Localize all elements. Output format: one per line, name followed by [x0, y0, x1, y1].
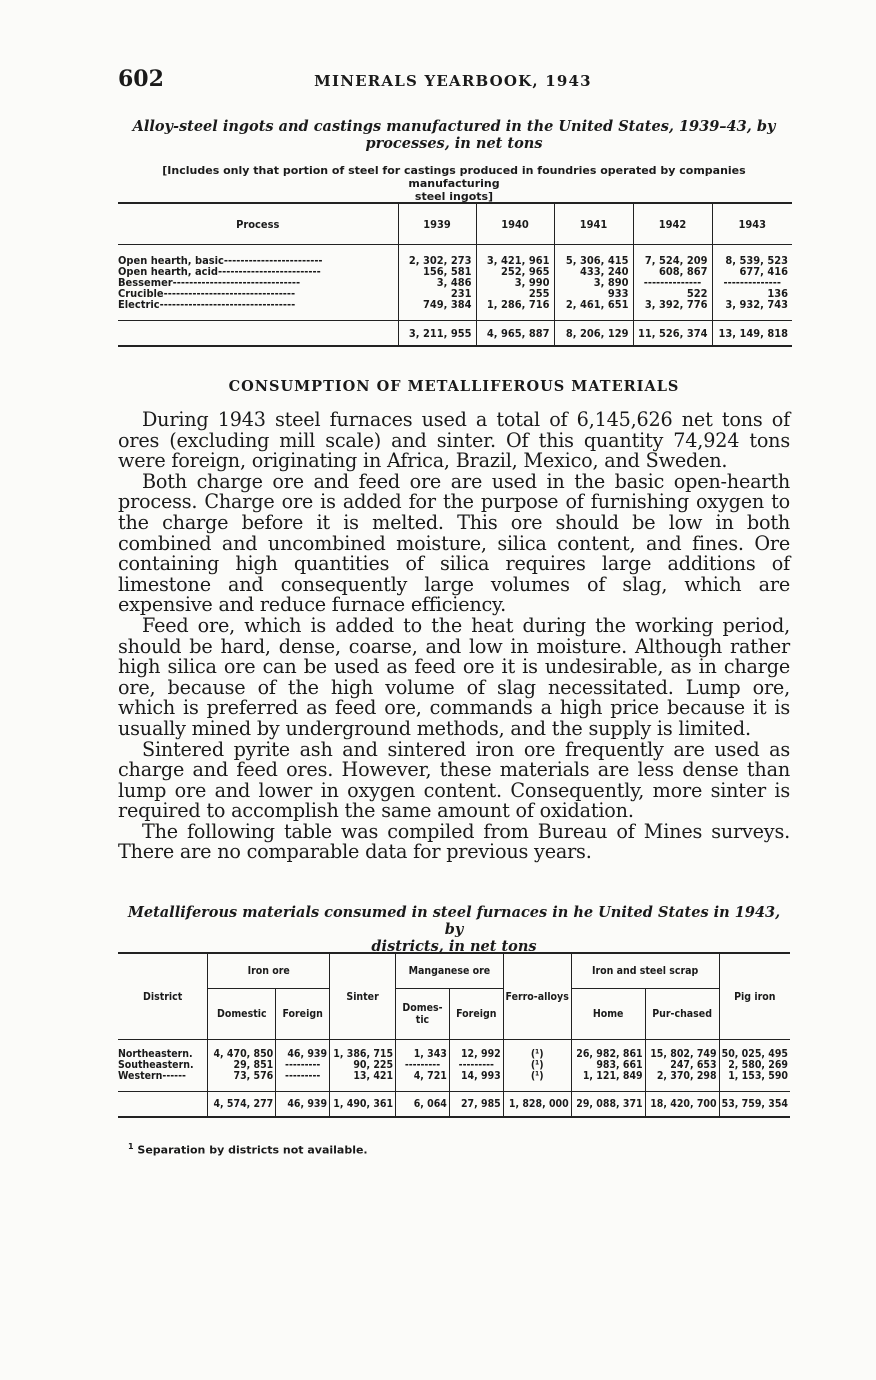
footnote-text: Separation by districts not available. [137, 1143, 368, 1157]
row-label: Electric [118, 298, 160, 311]
total-cell: 1, 828, 000 [503, 1092, 571, 1118]
total-cell: 8, 206, 129 [554, 321, 633, 347]
table-row: Northeastern. 4, 470, 850 46, 939 1, 386, 715 1, 343 12, 992 (¹) 26, 982, 861 15, 802, 749 50, 025, 495 [118, 1048, 788, 1060]
cell: --------- [449, 1060, 503, 1071]
cell: 749, 384 [398, 299, 476, 310]
cell: 522 [633, 288, 712, 299]
total-cell: 3, 211, 955 [398, 321, 476, 347]
table-row: Western------ 73, 576 --------- 13, 421 4, 721 14, 993 (¹) 1, 121, 849 2, 370, 298 1, 153, 590 [118, 1070, 788, 1082]
cell: 1, 286, 716 [476, 299, 554, 310]
district-label: Western [118, 1070, 163, 1082]
col-header-1941: 1941 [554, 203, 633, 245]
table-row: Crucible-------------------------------- 231 255 933 522 136 [118, 288, 792, 299]
row-label: Open hearth, acid [118, 265, 219, 278]
paragraph: Both charge ore and feed ore are used in the basic open-hearth process. Charge ore is added for the purpose of furnishing oxygen to the charge before it is melted. This ore should be low in both combined and uncombined moisture, silica content, and fines. Ore containing high quantities of silica requires large additions of limestone and consequently large volumes of slag, which are expensive and reduce furnace efficiency. [118, 469, 790, 617]
cell: 26, 982, 861 [571, 1049, 645, 1060]
cell: 29, 851 [208, 1060, 276, 1071]
cell: 3, 932, 743 [712, 299, 792, 310]
col-header-mn-foreign: Foreign [449, 989, 503, 1040]
table1-caption [118, 118, 790, 152]
table2-caption [118, 904, 790, 955]
cell: 3, 486 [398, 277, 476, 288]
total-cell: 11, 526, 374 [633, 321, 712, 347]
cell: 50, 025, 495 [719, 1049, 790, 1060]
cell: 14, 993 [449, 1071, 503, 1082]
total-cell: 4, 965, 887 [476, 321, 554, 347]
district-label: Northeastern [118, 1048, 190, 1060]
col-header-sinter: Sinter [330, 953, 396, 1040]
running-title: MINERALS YEARBOOK, 1943 [314, 72, 592, 90]
col-header-home: Home [571, 989, 645, 1040]
table2-caption-line2: districts, in net tons [371, 938, 537, 955]
cell: (¹) [503, 1049, 571, 1060]
cell: 4, 721 [396, 1071, 450, 1082]
col-header-iron-domestic: Domestic [208, 989, 276, 1040]
alloy-steel-table [118, 202, 792, 347]
col-header-mn-domestic: Domes-tic [396, 989, 450, 1040]
col-header-1940: 1940 [476, 203, 554, 245]
footnote-marker: 1 [128, 1142, 134, 1151]
col-header-1939: 1939 [398, 203, 476, 245]
total-cell: 27, 985 [449, 1092, 503, 1118]
col-header-pig-iron: Pig iron [719, 953, 790, 1040]
col-header-iron-foreign: Foreign [276, 989, 330, 1040]
total-cell: 18, 420, 700 [645, 1092, 719, 1118]
total-cell: 1, 490, 361 [330, 1092, 396, 1118]
cell: --------- [396, 1060, 450, 1071]
running-header [118, 66, 788, 96]
paragraph: The following table was compiled from Bureau of Mines surveys. There are no comparable data for previous years. [118, 819, 790, 864]
table-header-row [118, 203, 792, 245]
cell: 5, 306, 415 [554, 255, 633, 266]
cell: 433, 240 [554, 266, 633, 277]
table-row: Bessemer------------------------------- 3, 486 3, 990 3, 890 -------------- -------------- [118, 277, 792, 288]
row-label: Bessemer [118, 276, 173, 289]
col-header-manganese-ore: Manganese ore [396, 953, 504, 989]
cell: 1, 386, 715 [330, 1049, 396, 1060]
page-number: 602 [118, 66, 164, 92]
cell: 3, 890 [554, 277, 633, 288]
total-cell: 4, 574, 277 [208, 1092, 276, 1118]
col-header-1943: 1943 [712, 203, 792, 245]
cell: (¹) [503, 1071, 571, 1082]
cell: 933 [554, 288, 633, 299]
cell: 2, 370, 298 [645, 1071, 719, 1082]
col-header-district: District [118, 953, 208, 1040]
table1-note [118, 164, 790, 203]
row-label: Crucible [118, 287, 164, 300]
total-cell: 46, 939 [276, 1092, 330, 1118]
col-header-process: Process [118, 203, 398, 245]
cell: 255 [476, 288, 554, 299]
col-header-1942: 1942 [633, 203, 712, 245]
col-header-purchased: Pur-chased [645, 989, 719, 1040]
col-header-scrap: Iron and steel scrap [571, 953, 719, 989]
total-cell: 6, 064 [396, 1092, 450, 1118]
col-header-iron-ore: Iron ore [208, 953, 330, 989]
cell: --------- [276, 1071, 330, 1082]
table-row: Open hearth, basic------------------------ 2, 302, 273 3, 421, 961 5, 306, 415 7, 524, 209 8, 539, 523 [118, 255, 792, 266]
table-total-row [118, 1092, 790, 1118]
cell: 90, 225 [330, 1060, 396, 1071]
cell: 7, 524, 209 [633, 255, 712, 266]
cell: (¹) [503, 1060, 571, 1071]
body-text [118, 410, 790, 863]
table-row: Electric--------------------------------- 749, 384 1, 286, 716 2, 461, 651 3, 392, 776 3, 932, 743 [118, 299, 792, 310]
cell: 136 [712, 288, 792, 299]
paragraph: During 1943 steel furnaces used a total of 6,145,626 net tons of ores (excluding mill scale) and sinter. Of this quantity 74,924 tons were foreign, originating in Africa, Brazil, Mexico, and Sweden. [118, 408, 790, 473]
table1-caption-line2: processes, in net tons [365, 135, 543, 152]
cell: 3, 421, 961 [476, 255, 554, 266]
cell: 13, 421 [330, 1071, 396, 1082]
cell: 252, 965 [476, 266, 554, 277]
paragraph: Feed ore, which is added to the heat during the working period, should be hard, dense, coarse, and low in moisture. Although rather high silica ore can be used as feed ore it is undesirable, as in charge ore, because of the high volume of slag necessitated. Lump ore, which is preferred as feed ore, commands a high price because it is usually mined by underground methods, and the supply is limited. [118, 613, 790, 740]
cell: 3, 990 [476, 277, 554, 288]
cell: 677, 416 [712, 266, 792, 277]
cell: 608, 867 [633, 266, 712, 277]
cell: 1, 121, 849 [571, 1071, 645, 1082]
cell: 1, 153, 590 [719, 1071, 790, 1082]
cell: -------------- [633, 277, 712, 288]
footnote [128, 1142, 368, 1157]
table-total-row [118, 321, 792, 347]
district-label: Southeastern [118, 1059, 190, 1071]
cell: 3, 392, 776 [633, 299, 712, 310]
cell: 983, 661 [571, 1060, 645, 1071]
col-header-ferro-alloys: Ferro-alloys [503, 953, 571, 1040]
total-cell: 13, 149, 818 [712, 321, 792, 347]
total-cell: 29, 088, 371 [571, 1092, 645, 1118]
metalliferous-table [118, 952, 790, 1118]
paragraph: Sintered pyrite ash and sintered iron ore frequently are used as charge and feed ores. However, these materials are less dense than lump ore and lower in oxygen content. Consequently, more sinter is required to accomplish the same amount of oxidation. [118, 737, 790, 823]
cell: --------- [276, 1060, 330, 1071]
section-heading: CONSUMPTION OF METALLIFEROUS MATERIALS [228, 378, 680, 395]
cell: 156, 581 [398, 266, 476, 277]
cell: 1, 343 [396, 1049, 450, 1060]
table1-note-line1: [Includes only that portion of steel for castings produced in foundries operated by companies manufacturing [162, 164, 746, 190]
cell: 2, 580, 269 [719, 1060, 790, 1071]
row-label: Open hearth, basic [118, 254, 224, 267]
table-row: Open hearth, acid------------------------- 156, 581 252, 965 433, 240 608, 867 677, 416 [118, 266, 792, 277]
cell: 46, 939 [276, 1049, 330, 1060]
cell: 8, 539, 523 [712, 255, 792, 266]
table-row: Southeastern. 29, 851 --------- 90, 225 --------- --------- (¹) 983, 661 247, 653 2, 580, 269 [118, 1059, 788, 1071]
cell: 4, 470, 850 [208, 1049, 276, 1060]
cell: 2, 302, 273 [398, 255, 476, 266]
cell: 247, 653 [645, 1060, 719, 1071]
cell: 2, 461, 651 [554, 299, 633, 310]
cell: 73, 576 [208, 1071, 276, 1082]
table1-note-line2: steel ingots] [414, 190, 494, 203]
table1-caption-line1: Alloy-steel ingots and castings manufactured in the United States, 1939–43, by [132, 118, 776, 135]
cell: 12, 992 [449, 1049, 503, 1060]
cell: 231 [398, 288, 476, 299]
table2-caption-line1: Metalliferous materials consumed in steel furnaces in he United States in 1943, by [127, 904, 781, 938]
cell: 15, 802, 749 [645, 1049, 719, 1060]
cell: -------------- [712, 277, 792, 288]
total-cell: 53, 759, 354 [719, 1092, 790, 1118]
